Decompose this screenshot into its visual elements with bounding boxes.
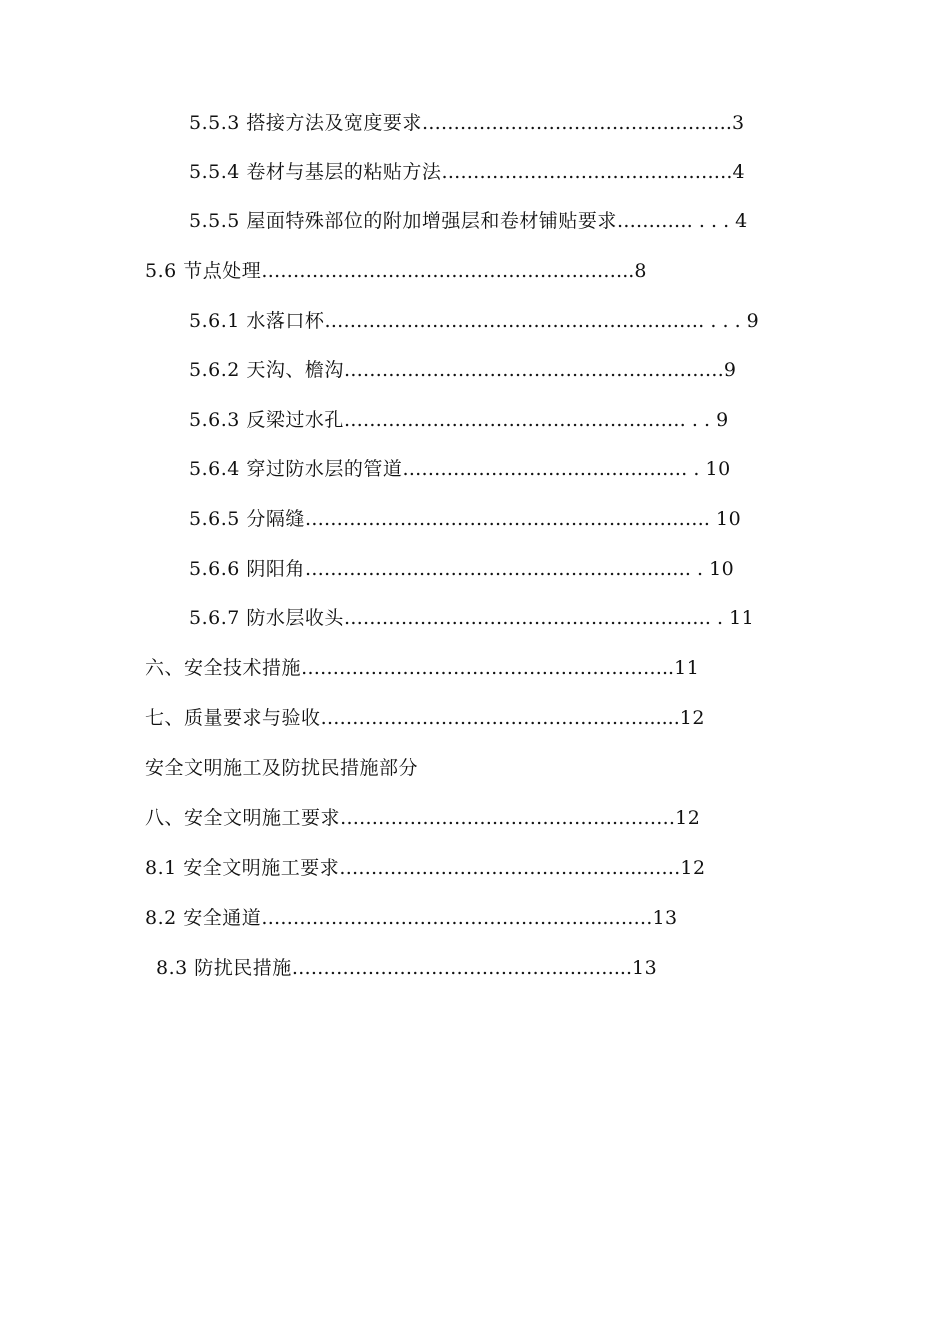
toc-entry-leader: ……………………………………………...... [320,707,680,729]
toc-entry-leader: ……………………………………… . [402,458,706,480]
toc-entry-8-2 [145,905,765,931]
toc-section-heading [145,755,805,781]
toc-entry-8-3 [156,955,776,981]
toc-entry-leader: ………………………………………. [441,161,733,183]
toc-entry-title: 5.5.4 卷材与基层的粘贴方法 [189,161,442,183]
toc-entry-title: 5.6.4 穿过防水层的管道 [189,458,403,480]
toc-entry-page: 3 [731,112,745,134]
toc-entry-page: 9 [723,359,737,381]
toc-entry-title: 七、质量要求与验收 [145,707,321,729]
toc-entry-5-5-4 [189,159,809,185]
toc-entry-5-5-3 [189,110,809,136]
toc-entry-leader: ………… . . . [616,210,736,232]
toc-entry-title: 8.2 安全通道 [145,907,262,929]
toc-entry-page: 12 [679,707,705,729]
toc-entry-title: 8.3 防扰民措施 [156,957,292,979]
toc-entry-page: 4 [735,210,748,232]
toc-entry-leader: …………………………………………………… . . . [324,310,747,332]
toc-entry-8-1 [145,855,765,881]
toc-entry-leader: ………………………………………………….. [301,657,675,679]
toc-entry-page: 13 [632,957,658,979]
toc-entry-page: 11 [729,607,755,629]
toc-entry-5-6-4 [189,456,809,482]
toc-entry-leader: ………………………………………………….. [261,260,635,282]
toc-entry-5-6-5 [189,506,809,532]
toc-entry-5-6-2 [189,357,809,383]
toc-entry-page: 10 [709,558,735,580]
toc-entry-title: 5.6.6 阴阳角 [189,558,305,580]
toc-entry-page: 13 [652,907,678,929]
toc-entry-8 [145,805,805,831]
toc-entry-page: 8 [634,260,647,282]
toc-entry-title: 5.6.7 防水层收头 [189,607,344,629]
toc-entry-5-6-3 [189,407,809,433]
toc-entry-leader: ……………………………………………… . . [343,409,717,431]
toc-entry-title: 5.5.3 搭接方法及宽度要求 [189,112,422,134]
toc-entry-leader: …………………………………………………… [343,359,724,381]
toc-entry-7 [145,705,805,731]
toc-entry-title: 5.6.2 天沟、檐沟 [189,359,344,381]
toc-entry-leader: ……………………………………………………. . [304,558,710,580]
toc-entry-title: 六、安全技术措施 [145,657,302,679]
toc-entry-title: 5.6 节点处理 [145,260,262,282]
toc-entry-title: 5.6.5 分隔缝 [189,508,305,530]
toc-entry-title: 5.6.1 水落口杯 [189,310,325,332]
toc-entry-leader: ……………………………………...……... [291,957,633,979]
toc-entry-5-6-7 [189,605,809,631]
toc-entry-page: 10 [715,508,742,530]
toc-entry-leader: ………………………………………………………. [304,508,716,530]
toc-entry-page: 12 [680,857,706,879]
toc-entry-title: 安全文明施工及防扰民措施部分 [145,757,419,779]
toc-entry-5-5-5 [189,208,809,234]
toc-entry-leader: …………………………………………. [421,112,732,134]
toc-entry-title: 8.1 安全文明施工要求 [145,857,340,879]
toc-entry-title: 5.5.5 屋面特殊部位的附加增强层和卷材铺贴要求 [189,210,617,232]
toc-entry-page: 4 [732,161,746,183]
toc-entry-page: 9 [746,310,760,332]
toc-entry-leader: ………………………………………...…… [339,857,681,879]
toc-entry-5-6 [145,258,765,284]
toc-entry-leader: …………………….……………….……… [340,807,676,829]
toc-entry-leader: …………………………………………………. . [343,607,730,629]
toc-entry-title: 5.6.3 反梁过水孔 [189,409,344,431]
toc-entry-page: 12 [675,807,701,829]
toc-entry-page: 11 [674,657,700,679]
toc-entry-page: 9 [716,409,729,431]
toc-entry-5-6-1 [189,308,809,334]
toc-entry-title: 八、安全文明施工要求 [145,807,341,829]
toc-entry-page: 10 [705,458,731,480]
toc-entry-5-6-6 [189,556,809,582]
toc-entry-6 [145,655,805,681]
toc-entry-leader: …………………………………………….....…… [261,907,653,929]
